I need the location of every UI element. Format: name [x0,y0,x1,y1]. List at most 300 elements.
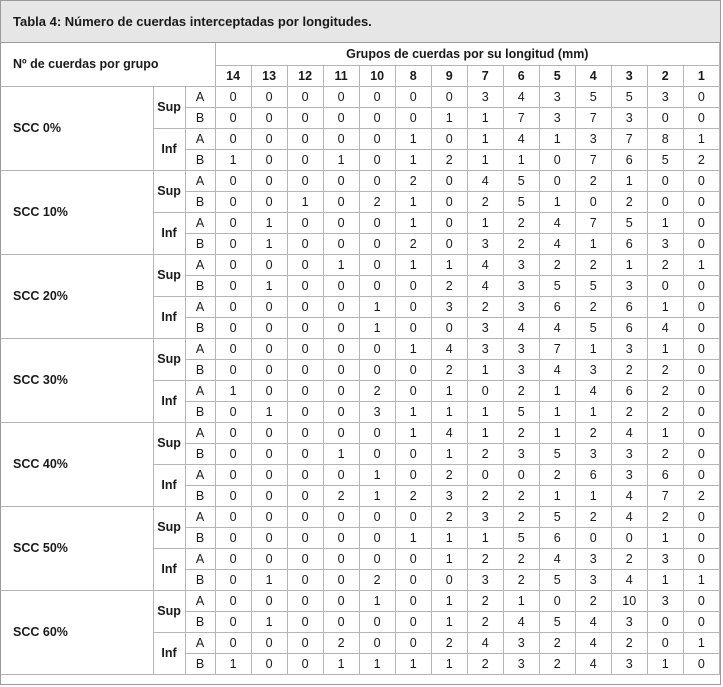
value-cell: 0 [539,170,575,191]
value-cell: 6 [575,464,611,485]
value-cell: 0 [323,107,359,128]
value-cell: 6 [611,233,647,254]
length-header-cell: 4 [575,65,611,86]
value-cell: 0 [287,443,323,464]
value-cell: 0 [611,527,647,548]
value-cell: 3 [503,296,539,317]
value-cell: 0 [287,338,323,359]
value-cell: 0 [323,590,359,611]
value-cell: 3 [431,485,467,506]
value-cell: 1 [647,338,683,359]
position-label: Sup [153,86,185,128]
value-cell: 0 [215,233,251,254]
value-cell: 1 [395,527,431,548]
value-cell: 3 [575,443,611,464]
value-cell: 6 [611,149,647,170]
value-cell: 5 [611,86,647,107]
sub-label: B [185,191,215,212]
value-cell: 4 [503,86,539,107]
value-cell: 0 [251,296,287,317]
value-cell: 4 [575,632,611,653]
value-cell: 3 [575,359,611,380]
value-cell: 1 [395,128,431,149]
value-cell: 1 [683,128,719,149]
value-cell: 1 [431,527,467,548]
value-cell: 3 [647,233,683,254]
length-header-cell: 2 [647,65,683,86]
value-cell: 2 [647,380,683,401]
value-cell: 0 [287,380,323,401]
value-cell: 2 [467,590,503,611]
value-cell: 0 [395,86,431,107]
value-cell: 0 [323,296,359,317]
position-label: Sup [153,590,185,632]
value-cell: 0 [251,590,287,611]
value-cell: 0 [287,527,323,548]
value-cell: 0 [647,632,683,653]
value-cell: 0 [215,212,251,233]
value-cell: 0 [359,128,395,149]
value-cell: 0 [323,317,359,338]
value-cell: 1 [431,590,467,611]
value-cell: 2 [395,233,431,254]
value-cell: 2 [395,485,431,506]
value-cell: 4 [575,380,611,401]
value-cell: 3 [467,233,503,254]
sub-label: B [185,653,215,674]
sub-label: A [185,296,215,317]
sub-label: B [185,233,215,254]
value-cell: 2 [503,380,539,401]
value-cell: 0 [215,506,251,527]
value-cell: 2 [611,401,647,422]
value-cell: 0 [215,611,251,632]
position-label: Sup [153,254,185,296]
value-cell: 0 [251,632,287,653]
value-cell: 0 [683,611,719,632]
value-cell: 0 [359,506,395,527]
sub-label: B [185,569,215,590]
value-cell: 3 [467,86,503,107]
value-cell: 0 [683,275,719,296]
value-cell: 1 [575,401,611,422]
value-cell: 0 [287,317,323,338]
value-cell: 0 [395,569,431,590]
value-cell: 0 [323,128,359,149]
value-cell: 2 [431,359,467,380]
value-cell: 0 [359,170,395,191]
value-cell: 3 [503,254,539,275]
value-cell: 0 [575,527,611,548]
value-cell: 2 [431,149,467,170]
value-cell: 4 [539,317,575,338]
value-cell: 1 [251,401,287,422]
value-cell: 1 [467,422,503,443]
group-label: SCC 20% [1,254,153,338]
value-cell: 0 [287,254,323,275]
value-cell: 1 [395,191,431,212]
sub-label: A [185,338,215,359]
value-cell: 0 [359,275,395,296]
value-cell: 0 [251,443,287,464]
value-cell: 2 [683,485,719,506]
value-cell: 0 [323,212,359,233]
position-label: Sup [153,422,185,464]
value-cell: 0 [287,590,323,611]
value-cell: 0 [251,191,287,212]
value-cell: 0 [359,149,395,170]
value-cell: 1 [251,611,287,632]
value-cell: 0 [215,590,251,611]
value-cell: 0 [395,107,431,128]
value-cell: 0 [359,632,395,653]
value-cell: 0 [215,359,251,380]
value-cell: 2 [323,485,359,506]
value-cell: 4 [611,506,647,527]
value-cell: 0 [359,254,395,275]
value-cell: 0 [467,380,503,401]
value-cell: 2 [467,485,503,506]
position-label: Inf [153,128,185,170]
value-cell: 4 [575,653,611,674]
value-cell: 3 [611,443,647,464]
sub-label: A [185,632,215,653]
value-cell: 3 [611,611,647,632]
value-cell: 1 [395,422,431,443]
value-cell: 0 [323,275,359,296]
value-cell: 2 [323,632,359,653]
value-cell: 0 [215,401,251,422]
value-cell: 0 [683,296,719,317]
length-header-cell: 12 [287,65,323,86]
value-cell: 3 [611,653,647,674]
value-cell: 1 [647,212,683,233]
value-cell: 5 [575,275,611,296]
value-cell: 0 [215,191,251,212]
value-cell: 0 [359,338,395,359]
value-cell: 5 [539,443,575,464]
value-cell: 0 [431,233,467,254]
sub-label: B [185,149,215,170]
position-label: Inf [153,296,185,338]
value-cell: 0 [251,464,287,485]
sub-label: A [185,422,215,443]
value-cell: 3 [503,338,539,359]
value-cell: 1 [503,590,539,611]
value-cell: 0 [359,107,395,128]
table-body [1,86,720,674]
value-cell: 3 [611,464,647,485]
group-label: SCC 50% [1,506,153,590]
value-cell: 1 [467,401,503,422]
value-cell: 0 [683,107,719,128]
position-label: Sup [153,170,185,212]
value-cell: 2 [467,611,503,632]
value-cell: 4 [503,317,539,338]
value-cell: 1 [647,527,683,548]
value-cell: 3 [539,86,575,107]
value-cell: 3 [467,506,503,527]
value-cell: 1 [251,233,287,254]
value-cell: 2 [575,590,611,611]
value-cell: 1 [431,107,467,128]
value-cell: 1 [539,422,575,443]
value-cell: 1 [539,128,575,149]
value-cell: 0 [431,86,467,107]
value-cell: 0 [395,317,431,338]
value-cell: 0 [683,653,719,674]
value-cell: 2 [647,443,683,464]
value-cell: 0 [215,527,251,548]
value-cell: 0 [323,548,359,569]
table-row [1,422,720,443]
value-cell: 0 [215,569,251,590]
value-cell: 3 [503,653,539,674]
value-cell: 0 [683,464,719,485]
value-cell: 0 [287,464,323,485]
value-cell: 0 [395,548,431,569]
value-cell: 0 [215,296,251,317]
value-cell: 0 [251,527,287,548]
value-cell: 3 [359,401,395,422]
value-cell: 1 [431,380,467,401]
value-cell: 0 [323,527,359,548]
value-cell: 6 [539,527,575,548]
value-cell: 7 [611,128,647,149]
value-cell: 0 [323,380,359,401]
value-cell: 0 [215,170,251,191]
value-cell: 0 [539,590,575,611]
sub-label: B [185,611,215,632]
value-cell: 1 [359,653,395,674]
value-cell: 0 [647,191,683,212]
value-cell: 0 [359,86,395,107]
value-cell: 5 [647,149,683,170]
value-cell: 0 [323,233,359,254]
value-cell: 6 [611,296,647,317]
group-label: SCC 30% [1,338,153,422]
value-cell: 0 [647,611,683,632]
position-label: Inf [153,212,185,254]
table-row [1,506,720,527]
value-cell: 0 [359,548,395,569]
value-cell: 0 [215,422,251,443]
length-header-cell: 6 [503,65,539,86]
value-cell: 1 [539,380,575,401]
value-cell: 0 [251,506,287,527]
value-cell: 0 [683,443,719,464]
value-cell: 0 [323,506,359,527]
value-cell: 1 [503,149,539,170]
value-cell: 1 [611,170,647,191]
table-header [1,43,720,86]
value-cell: 0 [323,569,359,590]
value-cell: 0 [395,464,431,485]
value-cell: 1 [251,569,287,590]
table-row [1,254,720,275]
value-cell: 0 [395,359,431,380]
length-group-header: Grupos de cuerdas por su longitud (mm) [215,43,719,65]
value-cell: 2 [467,296,503,317]
value-cell: 5 [539,611,575,632]
value-cell: 5 [575,86,611,107]
value-cell: 0 [287,275,323,296]
value-cell: 2 [647,506,683,527]
value-cell: 0 [287,611,323,632]
value-cell: 1 [431,401,467,422]
value-cell: 5 [539,506,575,527]
value-cell: 0 [395,380,431,401]
sub-label: A [185,128,215,149]
value-cell: 1 [431,653,467,674]
length-header-cell: 14 [215,65,251,86]
value-cell: 2 [467,548,503,569]
sub-label: A [185,170,215,191]
value-cell: 3 [611,107,647,128]
value-cell: 1 [215,653,251,674]
value-cell: 3 [503,632,539,653]
value-cell: 0 [431,212,467,233]
sub-label: B [185,401,215,422]
value-cell: 0 [323,401,359,422]
value-cell: 3 [611,275,647,296]
sub-label: B [185,443,215,464]
value-cell: 1 [575,338,611,359]
value-cell: 3 [647,548,683,569]
value-cell: 0 [287,149,323,170]
value-cell: 1 [395,338,431,359]
sub-label: A [185,212,215,233]
value-cell: 2 [467,653,503,674]
value-cell: 4 [431,422,467,443]
table-row [1,170,720,191]
value-cell: 4 [467,632,503,653]
value-cell: 0 [215,548,251,569]
value-cell: 0 [215,86,251,107]
value-cell: 1 [575,485,611,506]
value-cell: 1 [467,212,503,233]
value-cell: 2 [575,170,611,191]
value-cell: 0 [395,296,431,317]
value-cell: 2 [539,464,575,485]
sub-label: A [185,590,215,611]
value-cell: 3 [575,128,611,149]
value-cell: 0 [683,86,719,107]
value-cell: 4 [503,611,539,632]
value-cell: 0 [359,443,395,464]
value-cell: 7 [503,107,539,128]
value-cell: 3 [503,443,539,464]
value-cell: 1 [539,191,575,212]
value-cell: 5 [503,401,539,422]
group-label: SCC 40% [1,422,153,506]
value-cell: 0 [287,422,323,443]
value-cell: 1 [683,632,719,653]
value-cell: 0 [251,548,287,569]
value-cell: 0 [323,338,359,359]
value-cell: 7 [575,107,611,128]
value-cell: 1 [647,653,683,674]
value-cell: 2 [359,569,395,590]
value-cell: 1 [287,191,323,212]
value-cell: 1 [323,443,359,464]
value-cell: 0 [251,380,287,401]
value-cell: 10 [611,590,647,611]
value-cell: 1 [467,107,503,128]
value-cell: 3 [575,548,611,569]
value-cell: 4 [611,422,647,443]
value-cell: 0 [287,569,323,590]
value-cell: 1 [215,149,251,170]
value-cell: 1 [431,443,467,464]
sub-label: B [185,317,215,338]
value-cell: 0 [575,191,611,212]
value-cell: 0 [287,233,323,254]
value-cell: 0 [683,359,719,380]
value-cell: 2 [503,212,539,233]
value-cell: 4 [611,485,647,506]
length-header-cell: 3 [611,65,647,86]
value-cell: 0 [287,359,323,380]
sub-label: A [185,548,215,569]
value-cell: 0 [359,611,395,632]
value-cell: 3 [539,107,575,128]
value-cell: 1 [359,317,395,338]
sub-label: A [185,254,215,275]
value-cell: 2 [647,359,683,380]
value-cell: 1 [395,149,431,170]
value-cell: 2 [575,422,611,443]
sub-label: A [185,380,215,401]
value-cell: 2 [359,191,395,212]
value-cell: 4 [575,611,611,632]
value-cell: 1 [647,296,683,317]
value-cell: 2 [503,548,539,569]
value-cell: 0 [323,464,359,485]
value-cell: 0 [431,170,467,191]
value-cell: 2 [647,254,683,275]
value-cell: 0 [287,86,323,107]
value-cell: 1 [467,149,503,170]
value-cell: 1 [323,254,359,275]
value-cell: 0 [215,275,251,296]
value-cell: 0 [359,527,395,548]
value-cell: 3 [503,275,539,296]
position-label: Sup [153,506,185,548]
value-cell: 2 [431,464,467,485]
value-cell: 2 [539,632,575,653]
value-cell: 2 [359,380,395,401]
value-cell: 0 [287,506,323,527]
value-cell: 1 [323,653,359,674]
sub-label: B [185,527,215,548]
value-cell: 0 [431,317,467,338]
value-cell: 0 [215,128,251,149]
value-cell: 5 [503,191,539,212]
value-cell: 2 [467,191,503,212]
value-cell: 1 [431,548,467,569]
value-cell: 5 [611,212,647,233]
value-cell: 2 [611,359,647,380]
value-cell: 0 [251,128,287,149]
value-cell: 0 [251,107,287,128]
value-cell: 0 [251,254,287,275]
value-cell: 1 [359,464,395,485]
length-header-cell: 13 [251,65,287,86]
value-cell: 0 [395,443,431,464]
value-cell: 1 [251,212,287,233]
value-cell: 1 [539,485,575,506]
